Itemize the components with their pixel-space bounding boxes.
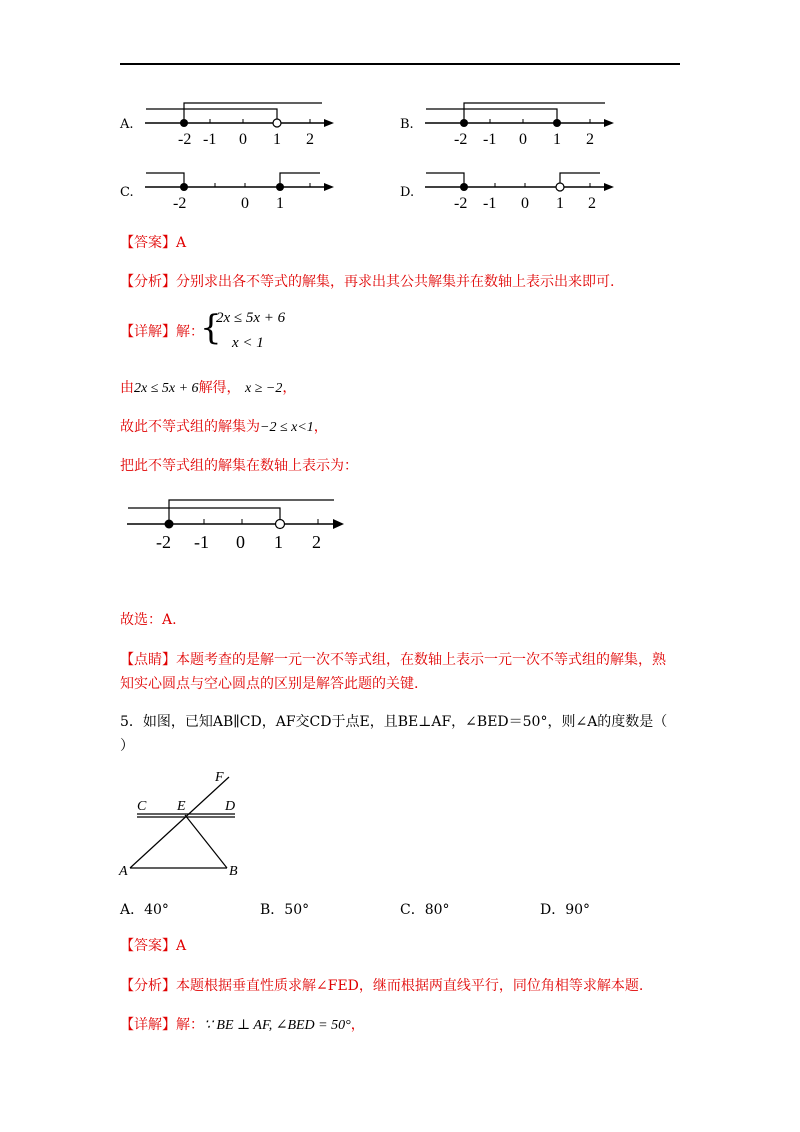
system-line-2: x < 1 bbox=[232, 335, 264, 351]
tick-label: -2 bbox=[454, 195, 468, 212]
q5-option-b: B．50° bbox=[260, 902, 310, 918]
q5-analysis-line bbox=[120, 976, 643, 996]
detail-prefix: 解： bbox=[176, 324, 204, 340]
q5-detail-expr: ∵ BE ⊥ AF, ∠BED = 50° bbox=[204, 1018, 351, 1033]
point-label: D bbox=[225, 799, 236, 814]
step-2-end: ， bbox=[313, 419, 328, 435]
point-label: B bbox=[229, 864, 238, 879]
number-line-solution bbox=[122, 490, 362, 555]
number-line-option-d bbox=[420, 165, 620, 215]
header-rule bbox=[120, 63, 680, 65]
point-label: E bbox=[177, 799, 186, 814]
q5-detail-end: ， bbox=[350, 1017, 365, 1033]
q5-option-c: C．80° bbox=[400, 902, 450, 918]
step-1-expr: 2x ≤ 5x + 6 bbox=[134, 381, 199, 396]
step-1 bbox=[120, 378, 296, 399]
step-2 bbox=[120, 417, 328, 438]
tick-label: -2 bbox=[156, 532, 171, 552]
tick-label: 2 bbox=[306, 131, 314, 148]
number-line-option-b bbox=[420, 95, 620, 150]
comment-line-1 bbox=[120, 650, 666, 670]
q5-detail-tag: 【详解】 bbox=[120, 1017, 176, 1033]
tick-label: -2 bbox=[454, 131, 468, 148]
tick-label: 0 bbox=[236, 532, 245, 552]
question-5-text: 5．如图，已知AB∥CD，AF交CD于点E，且BE⊥AF，∠BED＝50°，则∠A的度数是（ bbox=[120, 714, 668, 730]
tick-label: 2 bbox=[312, 532, 321, 552]
choose-line: 故选：A. bbox=[120, 612, 177, 628]
q5-answer-tag: 【答案】 bbox=[120, 938, 176, 954]
tick-label: 1 bbox=[276, 195, 284, 212]
analysis-text: 分别求出各不等式的解集，再求出其公共解集并在数轴上表示出来即可. bbox=[176, 274, 615, 290]
detail-tag: 【详解】 bbox=[120, 324, 176, 340]
option-c-label: C. bbox=[120, 185, 134, 200]
step-1-mid: 解得， bbox=[198, 380, 241, 396]
tick-label: -1 bbox=[194, 532, 209, 552]
comment-line-2: 知实心圆点与空心圆点的区别是解答此题的关键. bbox=[120, 676, 419, 692]
tick-label: 1 bbox=[273, 131, 281, 148]
detail-line bbox=[120, 322, 204, 342]
question-5-text-cont: ） bbox=[120, 738, 134, 754]
q5-analysis-tag: 【分析】 bbox=[120, 978, 176, 994]
analysis-tag: 【分析】 bbox=[120, 274, 176, 290]
number-line-option-a bbox=[140, 95, 340, 150]
system-line-1: 2x ≤ 5x + 6 bbox=[216, 310, 286, 326]
q5-detail-line bbox=[120, 1015, 365, 1036]
option-d-label: D. bbox=[400, 185, 415, 200]
step-1-end: ， bbox=[282, 380, 297, 396]
q5-option-a: A．40° bbox=[120, 902, 169, 918]
step-3: 把此不等式组的解集在数轴上表示为： bbox=[120, 458, 358, 474]
tick-label: -1 bbox=[483, 131, 497, 148]
q5-answer-line bbox=[120, 936, 186, 956]
point-label: C bbox=[137, 799, 147, 814]
geometry-figure bbox=[115, 765, 255, 880]
answer-tag: 【答案】 bbox=[120, 235, 176, 251]
q5-detail-prefix: 解： bbox=[176, 1017, 204, 1033]
step-1-prefix: 由 bbox=[120, 380, 134, 396]
comment-tag: 【点睛】 bbox=[120, 652, 176, 668]
tick-label: -2 bbox=[178, 131, 192, 148]
point-label: A bbox=[119, 864, 128, 879]
tick-label: 2 bbox=[588, 195, 596, 212]
analysis-line bbox=[120, 272, 614, 292]
tick-label: 0 bbox=[519, 131, 527, 148]
number-line-option-c bbox=[140, 165, 340, 215]
comment-text-1: 本题考查的是解一元一次不等式组，在数轴上表示一元一次不等式组的解集，熟 bbox=[176, 652, 666, 668]
tick-label: 2 bbox=[586, 131, 594, 148]
answer-value: A bbox=[176, 235, 187, 251]
tick-label: 1 bbox=[556, 195, 564, 212]
q5-analysis-text: 本题根据垂直性质求解∠FED，继而根据两直线平行，同位角相等求解本题. bbox=[176, 978, 644, 994]
point-label: F bbox=[215, 770, 224, 785]
step-2-prefix: 故此不等式组的解集为 bbox=[120, 419, 260, 435]
tick-label: -1 bbox=[203, 131, 217, 148]
tick-label: 0 bbox=[241, 195, 249, 212]
step-2-expr: −2 ≤ x<1 bbox=[260, 420, 314, 435]
tick-label: 0 bbox=[239, 131, 247, 148]
system-brace: { bbox=[200, 308, 222, 348]
tick-label: -1 bbox=[483, 195, 497, 212]
q5-answer-value: A bbox=[176, 938, 187, 954]
tick-label: 0 bbox=[521, 195, 529, 212]
option-b-label: B. bbox=[400, 117, 414, 132]
tick-label: -2 bbox=[173, 195, 187, 212]
step-1-result: x ≥ −2 bbox=[245, 381, 283, 396]
option-a-label: A. bbox=[120, 117, 134, 132]
answer-line bbox=[120, 233, 186, 253]
q5-option-d: D．90° bbox=[540, 902, 591, 918]
tick-label: 1 bbox=[553, 131, 561, 148]
tick-label: 1 bbox=[274, 532, 283, 552]
